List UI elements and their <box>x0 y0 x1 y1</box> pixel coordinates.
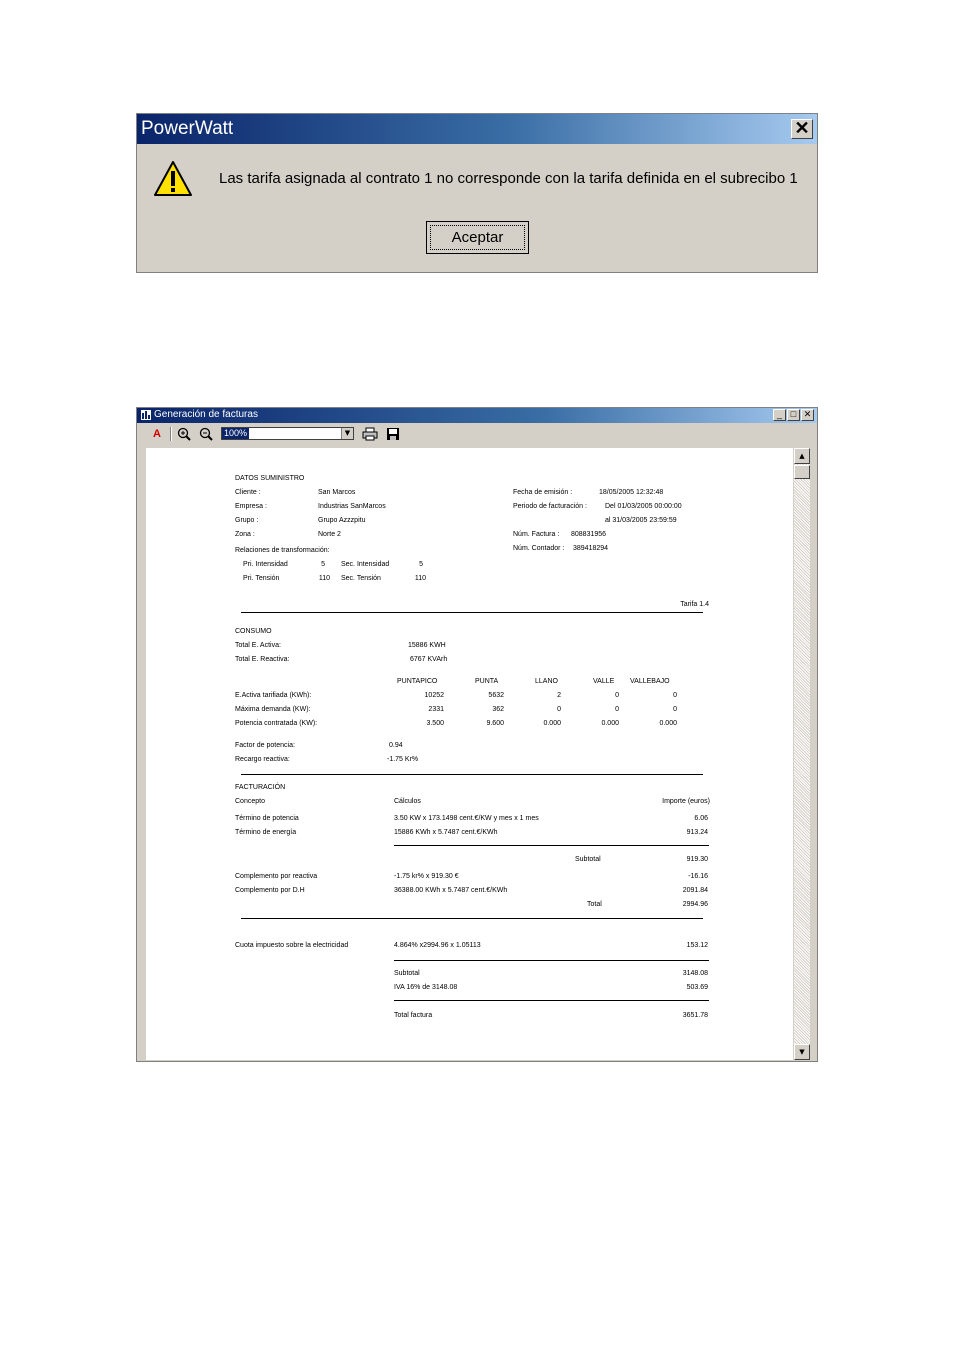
cell: 10252 <box>424 692 444 699</box>
divider <box>394 960 709 961</box>
num-contador-value: 389418294 <box>573 545 609 552</box>
empresa-label: Empresa : <box>235 503 267 510</box>
relaciones-label: Relaciones de transformación: <box>235 547 330 554</box>
cell: 0 <box>673 692 677 699</box>
cuota-calc: 4.864% x2994.96 x 1.05113 <box>394 942 481 949</box>
cuota-label: Cuota impuesto sobre la electricidad <box>235 942 349 949</box>
zoom-select[interactable] <box>221 427 354 440</box>
cell: 0.000 <box>659 720 677 727</box>
dialog-message: Las tarifa asignada al contrato 1 no corresponde con la tarifa definida en el subrecibo 1 <box>219 170 798 187</box>
reactiva-value: 6767 KVArh <box>410 656 448 663</box>
zoom-out-icon[interactable] <box>198 426 216 442</box>
col-llano: LLANO <box>535 678 558 685</box>
sec-intensidad-value: 5 <box>419 561 423 568</box>
cell: 362 <box>492 706 504 713</box>
pri-intensidad-label: Pri. Intensidad <box>243 561 288 568</box>
potencia-label: Término de potencia <box>235 815 299 822</box>
cell: 0.000 <box>601 720 619 727</box>
complemento-reactiva-label: Complemento por reactiva <box>235 873 318 880</box>
activa-value: 15886 KWH <box>408 642 446 649</box>
accept-button-label: Aceptar <box>430 225 525 250</box>
dialog-close-button[interactable]: ✕ <box>791 119 813 139</box>
cuota-importe: 153.12 <box>686 942 708 949</box>
empresa-value: Industrias SanMarcos <box>318 503 386 510</box>
divider <box>394 845 709 846</box>
factor-label: Factor de potencia: <box>235 742 295 749</box>
cell: 5632 <box>488 692 504 699</box>
num-factura-value: 808831956 <box>571 531 607 538</box>
chevron-down-icon[interactable]: ▼ <box>341 428 353 439</box>
toolbar <box>137 424 817 444</box>
recargo-value: -1.75 Kr% <box>387 756 419 763</box>
col-vallebajo: VALLEBAJO <box>630 678 670 685</box>
pri-tension-label: Pri. Tensión <box>243 575 280 582</box>
row-label-activa-tarifiada: E.Activa tarifiada (KWh): <box>235 692 312 699</box>
grupo-value: Grupo Azzzpitu <box>318 517 366 524</box>
section-heading-consumo: CONSUMO <box>235 628 272 635</box>
warning-icon <box>153 160 193 198</box>
num-factura-label: Núm. Factura : <box>513 531 560 538</box>
col-puntapico: PUNTAPICO <box>397 678 438 685</box>
report-window <box>136 407 818 1062</box>
num-contador-label: Núm. Contador : <box>513 545 565 552</box>
energia-importe: 913.24 <box>686 829 708 836</box>
col-calculos: Cálculos <box>394 798 421 805</box>
cell: 0 <box>615 706 619 713</box>
cell: 2331 <box>428 706 444 713</box>
complemento-dh-calc: 36388.00 KWh x 5.7487 cent.€/KWh <box>394 887 508 894</box>
complemento-reactiva-calc: -1.75 kr% x 919.30 € <box>394 873 459 880</box>
accept-button[interactable] <box>426 221 529 254</box>
col-punta: PUNTA <box>475 678 499 685</box>
complemento-dh-label: Complemento por D.H <box>235 887 305 894</box>
total1-value: 2994.96 <box>682 901 708 908</box>
divider <box>394 1000 709 1001</box>
divider <box>241 612 703 613</box>
total-factura-value: 3651.78 <box>682 1012 708 1019</box>
print-icon[interactable] <box>361 426 379 442</box>
divider <box>241 918 703 919</box>
fecha-label: Fecha de emisión : <box>513 489 573 496</box>
activa-label: Total E. Activa: <box>235 642 281 649</box>
cell: 0 <box>557 706 561 713</box>
scroll-thumb[interactable] <box>794 465 810 479</box>
iva-label: IVA 16% de 3148.08 <box>394 984 458 991</box>
factor-value: 0.94 <box>389 742 403 749</box>
subtotal1-label: Subtotal <box>575 856 601 863</box>
text-tool-button[interactable]: A <box>153 428 161 440</box>
col-concepto: Concepto <box>235 798 265 805</box>
periodo-label: Periodo de facturación : <box>513 503 587 510</box>
col-importe: Importe (euros) <box>662 798 710 805</box>
section-heading-suministro: DATOS SUMINISTRO <box>235 475 305 482</box>
zoom-in-icon[interactable] <box>176 426 194 442</box>
complemento-dh-importe: 2091.84 <box>682 887 708 894</box>
sec-tension-label: Sec. Tensión <box>341 575 381 582</box>
cell: 3.500 <box>426 720 444 727</box>
save-icon[interactable] <box>384 426 402 442</box>
total1-label: Total <box>587 901 602 908</box>
cell: 0.000 <box>543 720 561 727</box>
sec-tension-value: 110 <box>414 575 426 582</box>
subtotal-value: 3148.08 <box>682 970 708 977</box>
window-close-button[interactable]: ✕ <box>801 409 814 421</box>
zona-label: Zona : <box>235 531 255 538</box>
cliente-label: Cliente : <box>235 489 261 496</box>
zoom-value: 100% <box>224 428 248 438</box>
dialog-title-bar[interactable] <box>137 114 817 144</box>
report-page <box>146 448 793 1060</box>
window-title-bar[interactable] <box>137 408 817 423</box>
complemento-reactiva-importe: -16.16 <box>688 873 708 880</box>
dialog-title: PowerWatt <box>141 118 234 139</box>
cell: 0 <box>673 706 677 713</box>
col-valle: VALLE <box>593 678 615 685</box>
alert-dialog <box>136 113 818 273</box>
scroll-up-button[interactable]: ▲ <box>794 448 810 464</box>
tarifa-value: Tarifa 1.4 <box>680 601 709 608</box>
vertical-scrollbar[interactable] <box>794 448 810 1060</box>
iva-value: 503.69 <box>686 984 708 991</box>
cell: 0 <box>615 692 619 699</box>
potencia-importe: 6.06 <box>694 815 708 822</box>
periodo-al: al 31/03/2005 23:59:59 <box>605 517 677 524</box>
minimize-button[interactable]: _ <box>773 409 786 421</box>
cell: 2 <box>557 692 561 699</box>
window-title: Generación de facturas <box>154 409 258 420</box>
cliente-value: San Marcos <box>318 489 356 496</box>
fecha-value: 18/05/2005 12:32:48 <box>599 489 664 496</box>
grupo-label: Grupo : <box>235 517 259 524</box>
energia-calc: 15886 KWh x 5.7487 cent.€/KWh <box>394 829 498 836</box>
toolbar-separator <box>170 427 172 441</box>
scroll-down-button[interactable]: ▼ <box>794 1044 810 1060</box>
subtotal1-value: 919.30 <box>686 856 708 863</box>
section-heading-facturacion: FACTURACIÓN <box>235 784 286 791</box>
pri-tension-value: 110 <box>318 575 330 582</box>
row-label-maxima-demanda: Máxima demanda (KW): <box>235 706 311 713</box>
cell: 9.600 <box>486 720 504 727</box>
sec-intensidad-label: Sec. Intensidad <box>341 561 390 568</box>
app-icon <box>141 410 151 420</box>
subtotal-label: Subtotal <box>394 970 420 977</box>
periodo-del: Del 01/03/2005 00:00:00 <box>605 503 682 510</box>
recargo-label: Recargo reactiva: <box>235 756 290 763</box>
pri-intensidad-value: 5 <box>321 561 325 568</box>
maximize-button[interactable]: □ <box>787 409 800 421</box>
row-label-potencia-contratada: Potencia contratada (KW): <box>235 720 318 727</box>
energia-label: Término de energía <box>235 829 297 836</box>
divider <box>241 774 703 775</box>
potencia-calc: 3.50 KW x 173.1498 cent.€/KW y mes x 1 mes <box>394 815 539 822</box>
zona-value: Norte 2 <box>318 531 341 538</box>
reactiva-label: Total E. Reactiva: <box>235 656 290 663</box>
total-factura-label: Total factura <box>394 1012 433 1019</box>
